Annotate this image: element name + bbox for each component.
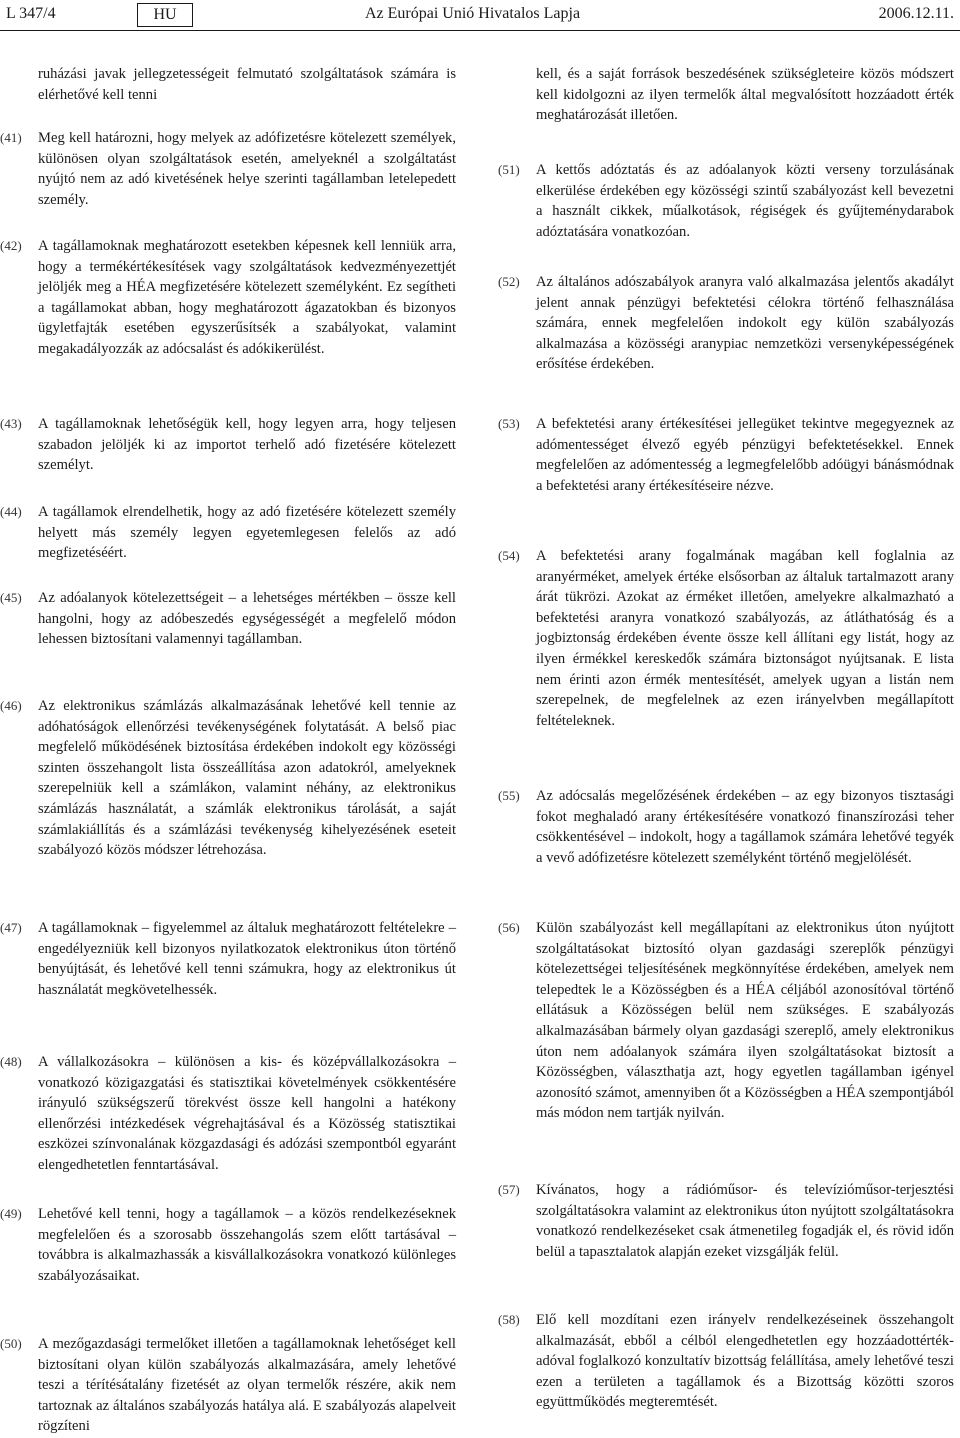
- recital-number: (55): [498, 788, 520, 803]
- recital-51: [498, 160, 954, 242]
- paragraph-text: A befektetési arany fogalmának magában kell foglalnia az aranyérméket, amelyek értéke elsősorban az általuk tartalmazott arany árát tükrözi. Azokat az érméket illetően, amelyekre alkalmazható a befektetési aranyra vonatkozó szabályozás, az átláthatóság és a jogbiztonság érdekében évente össze kell állítani egy listát, hogy az ilyen érmékkel kereskedők számára biztonságot nyújtsanak. E lista nem érinti azon érmék mentesítését, amelyek ugyan a listán nem szerepelnek, de megfelelnek az ezen irányelvben megállapított feltételeknek.: [536, 548, 954, 729]
- recital-42: [0, 236, 456, 360]
- recital-number: (49): [0, 1206, 22, 1221]
- paragraph-text: Külön szabályozást kell megállapítani az elektronikus úton nyújtott szolgáltatásokat biztosító olyan gazdasági szereplők pénzügyi kötelezettségei teljesítésének megkönnyítése érdekében, amelyek nem telepedtek le a Közösségben és a HÉA céljából azonosítóval történő ellátásuk a Közösségen belül nem szükséges. E szabályozás alkalmazásában bármely olyan gazdasági szereplő, amely elektronikus úton nem adóalanyok számára ilyen szolgáltatásokat biztosít a Közösségben, választhatja azt, hogy egyetlen tagállamban igényel azonosító számot, amennyiben őt a Közösségben a HÉA szempontjából más módon nem tartják nyilván.: [536, 920, 954, 1122]
- paragraph-text: A kettős adóztatás és az adóalanyok közti verseny torzulásának elkerülése érdekében egy közösségi szintű szabályozást kell bevezetni a használt cikkek, műalkotások, régiségek és gyűjteménydarabok adóztatására vonatkozóan.: [536, 162, 954, 240]
- recital-54: [498, 546, 954, 731]
- paragraph-text: Lehetővé kell tenni, hogy a tagállamok – a közös rendelkezéseknek megfelelően és a szorosabb összehangolás szem előtt tartásával – továbbra is alkalmazhassák a kisvállalkozásokra vonatkozó különleges szabályozásaikat.: [38, 1206, 456, 1284]
- paragraph-text: A tagállamoknak lehetőségük kell, hogy legyen arra, hogy teljesen szabadon jelöljék ki az importot terhelő adó fizetésére kötelezett személyt.: [38, 416, 456, 474]
- paragraph-text: A tagállamoknak meghatározott esetekben képesnek kell lenniük arra, hogy a termékértékesítések vagy szolgáltatások kedvezményezettjét jelöljék meg a HÉA megfizetésére kötelezett személyként. Ez segítheti a tagállamokat abban, hogy meghatározott ágazatokban és bizonyos ügyletfajták esetében egyszerűsítsék a szabályokat, valamint megakadályozzák az adócsalást és adókikerülést.: [38, 238, 456, 357]
- paragraph-text: Az elektronikus számlázás alkalmazásának lehetővé kell tennie az adóhatóságok ellenőrzési tevékenységének folytatását. A belső piac megfelelő működésének biztosítása érdekében indokolt egy közösségi szinten összehangolt lista összeállítása azon adatokról, amelyeknek szerepelniük kell a számlákon, valamint néhány, az elektronikus számlázás használatát, a számlák elektronikus tárolását, a saját számlakiállítás és a számlázási tevékenység kihelyezésének eseteit szabályozó közös módszer létrehozása.: [38, 698, 456, 859]
- paragraph-text: Meg kell határozni, hogy melyek az adófizetésre kötelezett személyek, különösen olyan szolgáltatások esetén, amelyeknél a szolgáltatást nyújtó nem az adó kivetésének helye szerinti tagállamban letelepedett személy.: [38, 130, 456, 208]
- journal-title: Az Európai Unió Hivatalos Lapja: [365, 5, 581, 22]
- recital-number: (54): [498, 548, 520, 563]
- paragraph-text: Az adóalanyok kötelezettségeit – a lehetséges mértékben – össze kell hangolni, hogy az adóbeszedés egységességét a megfelelő módon lehessen biztosítani valamennyi tagállamban.: [38, 590, 456, 648]
- recital-41: [0, 128, 456, 210]
- recital-52: [498, 272, 954, 375]
- recital-number: (58): [498, 1312, 520, 1327]
- recital-number: (44): [0, 504, 22, 519]
- paragraph-continuation: [498, 64, 954, 126]
- page-header: [0, 0, 960, 30]
- recital-46: [0, 696, 456, 861]
- recital-number: (57): [498, 1182, 520, 1197]
- paragraph-text: A mezőgazdasági termelőket illetően a tagállamoknak lehetőséget kell biztosítani olyan külön szabályozás alkalmazására, amely lehetővé teszi a térítésátalány fizetését az olyan termelők részére, akik nem tartoznak az általános szabályozás hatálya alá. E szabályozás alapelveit rögzíteni: [38, 1336, 456, 1435]
- recital-50: [0, 1334, 456, 1437]
- recital-58: [498, 1310, 954, 1413]
- recital-number: (52): [498, 274, 520, 289]
- recital-number: (56): [498, 920, 520, 935]
- recital-number: (42): [0, 238, 22, 253]
- language-code-box: HU: [137, 3, 193, 27]
- recital-number: (51): [498, 162, 520, 177]
- paragraph-text: Az általános adószabályok aranyra való alkalmazása jelentős akadályt jelent annak pénzügyi befektetési célokra történő felhasználása számára, ennek megfelelően indokolt egy külön szabályozás alkalmazása a közösségi aranypiac nemzetközi versenyképességének erősítése érdekében.: [536, 274, 954, 373]
- recital-number: (43): [0, 416, 22, 431]
- paragraph-continuation: [0, 64, 456, 105]
- publication-date: 2006.12.11.: [878, 5, 954, 22]
- recital-47: [0, 918, 456, 1000]
- paragraph-text: Az adócsalás megelőzésének érdekében – az egy bizonyos tisztasági fokot meghaladó arany értékesítésére vonatkozó finanszírozási teher csökkentésével – indokolt, hogy a tagállamok számára lehetővé tegyék a vevő adófizetésre kötelezett személyként történő megjelölését.: [536, 788, 954, 866]
- paragraph-text: A tagállamoknak – figyelemmel az általuk meghatározott feltételekre – engedélyezniük kell bizonyos nyilatkozatok elektronikus úton történő benyújtását, és lehetővé kell tenni számukra, hogy az elektronikus út használatát megkövetelhessék.: [38, 920, 456, 998]
- recital-number: (50): [0, 1336, 22, 1351]
- paragraph-text: A befektetési arany értékesítései jellegüket tekintve megegyeznek az adómentességet élvező egyéb pénzügyi befektetésekkel. Ennek megfelelően az adómentesség a legmegfelelőbb adóügyi bánásmódnak a befektetési arany értékesítéseire nézve.: [536, 416, 954, 494]
- paragraph-text: A vállalkozásokra – különösen a kis- és középvállalkozásokra – vonatkozó közigazgatási és statisztikai követelmények csökkentésére irányuló szükségszerű törekvést össze kell hangolni a hatékony ellenőrzési intézkedések végrehajtásával és a Közösség statisztikai eszközei színvonalának közgazdasági és adózási szempontból egyaránt elengedhetetlen fenntartásával.: [38, 1054, 456, 1173]
- recital-56: [498, 918, 954, 1124]
- paragraph-text: A tagállamok elrendelhetik, hogy az adó fizetésére kötelezett személy helyett más személy legyen egyetemlegesen felelős az adó megfizetéséért.: [38, 504, 456, 562]
- recital-number: (45): [0, 590, 22, 605]
- recital-43: [0, 414, 456, 476]
- recital-48: [0, 1052, 456, 1176]
- recital-45: [0, 588, 456, 650]
- recital-number: (53): [498, 416, 520, 431]
- recital-57: [498, 1180, 954, 1262]
- header-rule: [0, 30, 960, 31]
- recital-49: [0, 1204, 456, 1286]
- recital-number: (47): [0, 920, 22, 935]
- recital-number: (41): [0, 130, 22, 145]
- recital-53: [498, 414, 954, 496]
- page-reference: L 347/4: [6, 5, 56, 22]
- recital-number: (48): [0, 1054, 22, 1069]
- paragraph-text: Elő kell mozdítani ezen irányelv rendelkezéseinek összehangolt alkalmazását, ebből a célból elengedhetetlen egy hozzáadottérték-adóval foglalkozó konzultatív bizottság felállítása, amely lehetővé teszi ezen a területen a tagállamok és a Bizottság közötti szoros együttműködés megteremtését.: [536, 1312, 954, 1411]
- paragraph-text: kell, és a saját források beszedésének szükségleteire közös módszert kell kidolgozni az ilyen termelők által megvalósított hozzáadott érték meghatározását illetően.: [536, 66, 954, 124]
- recital-44: [0, 502, 456, 564]
- recital-55: [498, 786, 954, 868]
- paragraph-text: Kívánatos, hogy a rádióműsor- és televízióműsor-terjesztési szolgáltatásokra valamint az elektronikus úton nyújtott szolgáltatásokra vonatkozó rendelkezéseket csak átmenetileg fogadják el, és rövid időn belül a tapasztalatok alapján ezeket vizsgálják felül.: [536, 1182, 954, 1260]
- recital-number: (46): [0, 698, 22, 713]
- paragraph-text: ruházási javak jellegzetességeit felmutató szolgáltatások számára is elérhetővé kell tenni: [38, 66, 456, 103]
